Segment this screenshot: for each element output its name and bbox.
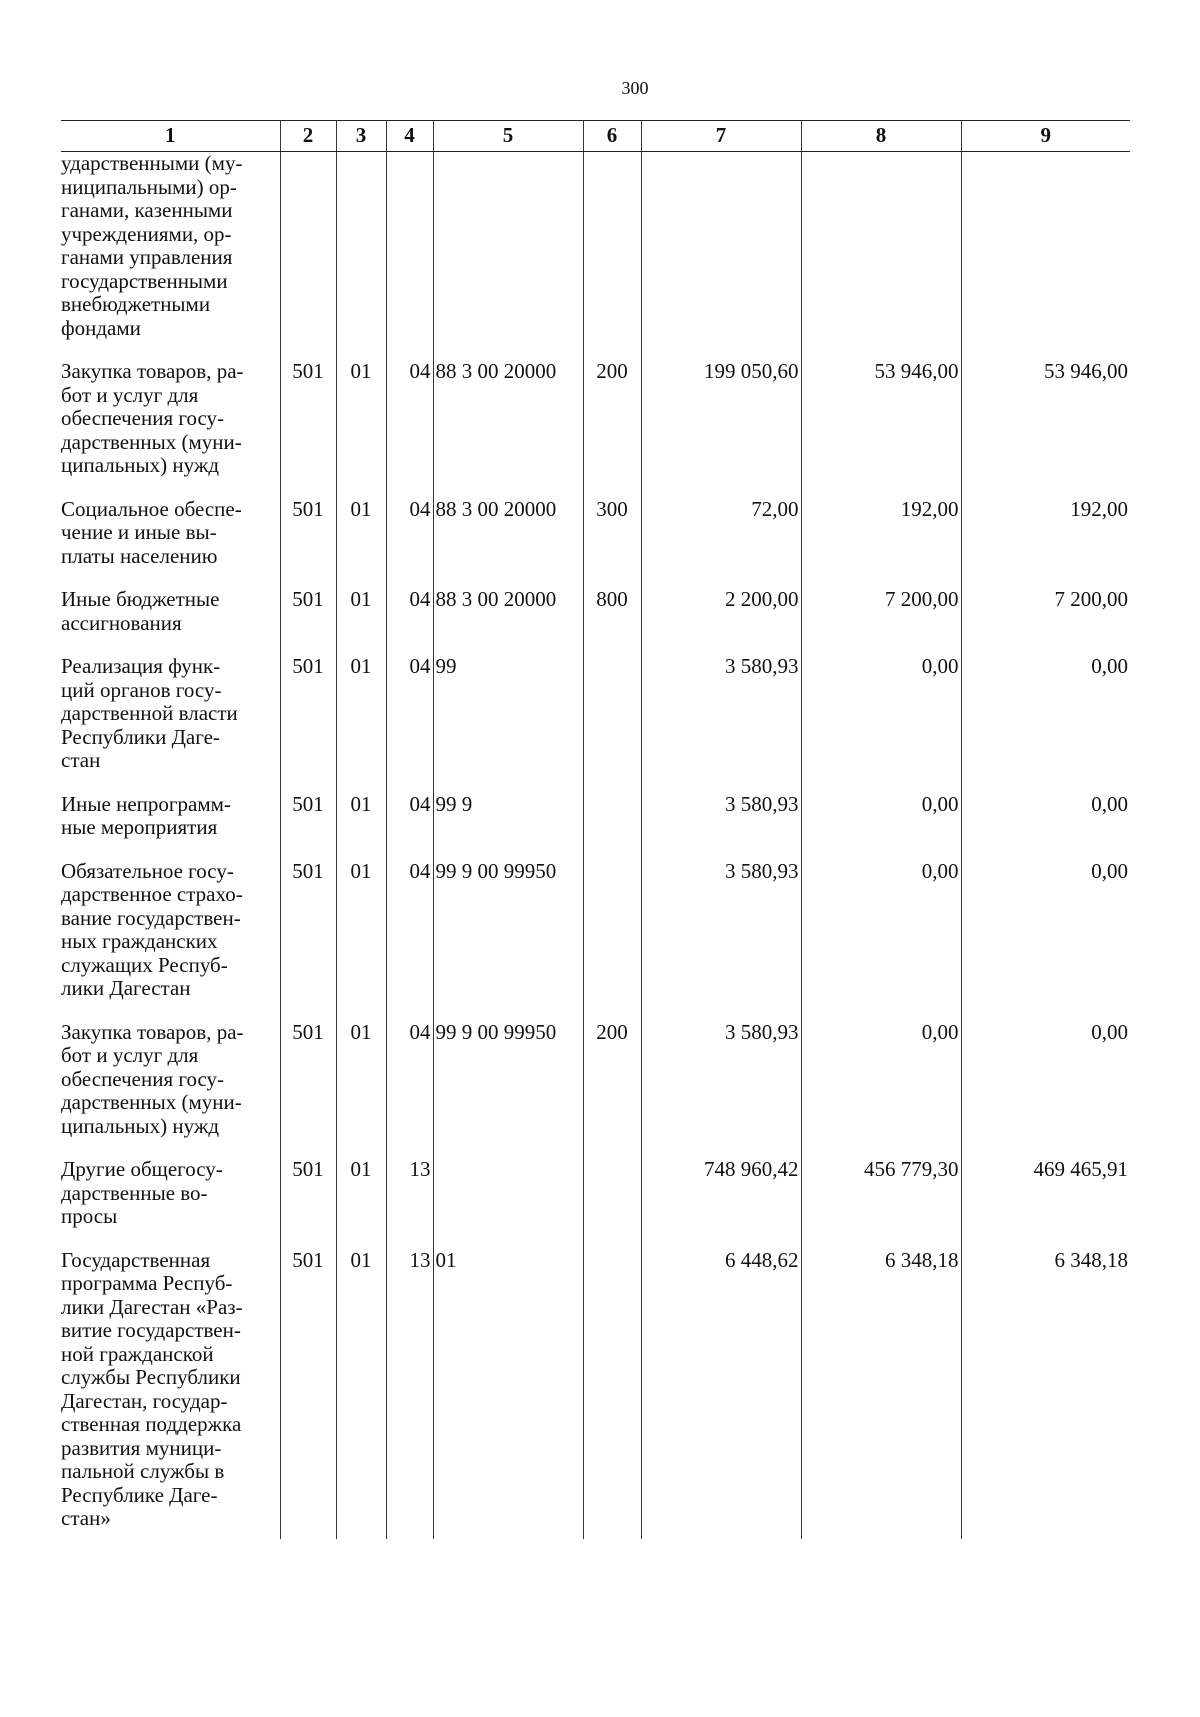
row-subsection — [386, 152, 433, 361]
row-expense-type — [583, 655, 641, 793]
row-amount-col9: 53 946,00 — [961, 360, 1130, 498]
row-code: 501 — [280, 793, 336, 860]
page-number: 300 — [621, 78, 649, 98]
row-expense-type: 200 — [583, 360, 641, 498]
row-expense-type: 300 — [583, 498, 641, 589]
column-header: 5 — [433, 121, 583, 152]
row-amount-col8: 0,00 — [801, 793, 961, 860]
row-amount-col7: 3 580,93 — [641, 860, 801, 1021]
row-target-article — [433, 1158, 583, 1249]
row-name: Обязательное госу- дарственное страхо- вание государствен- ных гражданских служащих Респуб- лики Дагестан — [61, 860, 280, 1021]
row-expense-type: 200 — [583, 1021, 641, 1159]
row-subsection: 04 — [386, 360, 433, 498]
row-subsection: 04 — [386, 1021, 433, 1159]
row-section: 01 — [336, 588, 386, 655]
row-code: 501 — [280, 360, 336, 498]
row-amount-col9: 6 348,18 — [961, 1249, 1130, 1539]
row-target-article: 99 9 00 99950 — [433, 1021, 583, 1159]
table-row — [61, 1158, 1130, 1249]
row-subsection: 04 — [386, 655, 433, 793]
table-row — [61, 1249, 1130, 1539]
row-amount-col9: 0,00 — [961, 655, 1130, 793]
row-amount-col9: 0,00 — [961, 860, 1130, 1021]
row-amount-col8: 0,00 — [801, 1021, 961, 1159]
row-target-article: 99 9 00 99950 — [433, 860, 583, 1021]
row-amount-col8: 0,00 — [801, 860, 961, 1021]
row-amount-col8: 0,00 — [801, 655, 961, 793]
row-code — [280, 152, 336, 361]
row-name: Реализация функ- ций органов госу- дарственной власти Республики Даге- стан — [61, 655, 280, 793]
row-expense-type — [583, 1158, 641, 1249]
row-expense-type — [583, 860, 641, 1021]
table-body — [61, 152, 1130, 1539]
row-section: 01 — [336, 360, 386, 498]
row-amount-col8: 53 946,00 — [801, 360, 961, 498]
row-amount-col7: 3 580,93 — [641, 793, 801, 860]
row-section: 01 — [336, 1158, 386, 1249]
row-amount-col7: 72,00 — [641, 498, 801, 589]
row-code: 501 — [280, 1249, 336, 1539]
row-subsection: 04 — [386, 860, 433, 1021]
column-header: 6 — [583, 121, 641, 152]
row-subsection: 04 — [386, 588, 433, 655]
row-expense-type — [583, 1249, 641, 1539]
row-amount-col9: 469 465,91 — [961, 1158, 1130, 1249]
row-amount-col9: 0,00 — [961, 793, 1130, 860]
row-code: 501 — [280, 1021, 336, 1159]
budget-table — [61, 120, 1130, 1539]
column-header: 2 — [280, 121, 336, 152]
row-code: 501 — [280, 655, 336, 793]
row-amount-col8: 7 200,00 — [801, 588, 961, 655]
row-section: 01 — [336, 793, 386, 860]
row-name: Государственная программа Респуб- лики Дагестан «Раз- витие государствен- ной гражданской службы Республики Дагестан, государ- ственная поддержка развития муници- пальной службы в Республике Даге- стан» — [61, 1249, 280, 1539]
row-amount-col7: 3 580,93 — [641, 1021, 801, 1159]
row-code: 501 — [280, 860, 336, 1021]
table-row — [61, 152, 1130, 361]
row-amount-col8: 456 779,30 — [801, 1158, 961, 1249]
row-amount-col7 — [641, 152, 801, 361]
row-name: Иные бюджетные ассигнования — [61, 588, 280, 655]
row-section: 01 — [336, 498, 386, 589]
row-amount-col8 — [801, 152, 961, 361]
column-header: 9 — [961, 121, 1130, 152]
row-section: 01 — [336, 1249, 386, 1539]
row-amount-col7: 199 050,60 — [641, 360, 801, 498]
row-name: Иные непрограмм- ные мероприятия — [61, 793, 280, 860]
row-expense-type — [583, 152, 641, 361]
row-amount-col9: 7 200,00 — [961, 588, 1130, 655]
row-name: Социальное обеспе- чение и иные вы- платы населению — [61, 498, 280, 589]
row-amount-col7: 3 580,93 — [641, 655, 801, 793]
table-row — [61, 498, 1130, 589]
column-header: 7 — [641, 121, 801, 152]
row-amount-col8: 6 348,18 — [801, 1249, 961, 1539]
row-target-article: 99 9 — [433, 793, 583, 860]
row-expense-type: 800 — [583, 588, 641, 655]
row-code: 501 — [280, 498, 336, 589]
column-header: 4 — [386, 121, 433, 152]
row-amount-col9: 0,00 — [961, 1021, 1130, 1159]
table-row — [61, 655, 1130, 793]
row-target-article: 99 — [433, 655, 583, 793]
row-name: Закупка товаров, ра- бот и услуг для обеспечения госу- дарственных (муни- ципальных) нужд — [61, 360, 280, 498]
row-target-article: 88 3 00 20000 — [433, 360, 583, 498]
row-subsection: 13 — [386, 1249, 433, 1539]
table-row — [61, 1021, 1130, 1159]
table-row — [61, 588, 1130, 655]
row-amount-col9: 192,00 — [961, 498, 1130, 589]
table-row — [61, 360, 1130, 498]
row-name: ударственными (му- ниципальными) ор- ганами, казенными учреждениями, ор- ганами управления государственными внебюджетными фондами — [61, 152, 280, 361]
row-section: 01 — [336, 655, 386, 793]
row-name: Другие общегосу- дарственные во- просы — [61, 1158, 280, 1249]
row-expense-type — [583, 793, 641, 860]
row-amount-col7: 6 448,62 — [641, 1249, 801, 1539]
row-section: 01 — [336, 860, 386, 1021]
row-subsection: 04 — [386, 793, 433, 860]
row-subsection: 13 — [386, 1158, 433, 1249]
row-amount-col9 — [961, 152, 1130, 361]
row-target-article: 88 3 00 20000 — [433, 498, 583, 589]
row-amount-col8: 192,00 — [801, 498, 961, 589]
column-header: 1 — [61, 121, 280, 152]
column-header: 8 — [801, 121, 961, 152]
row-section — [336, 152, 386, 361]
table-row — [61, 793, 1130, 860]
row-target-article: 88 3 00 20000 — [433, 588, 583, 655]
row-target-article: 01 — [433, 1249, 583, 1539]
row-name: Закупка товаров, ра- бот и услуг для обеспечения госу- дарственных (муни- ципальных) нужд — [61, 1021, 280, 1159]
row-code: 501 — [280, 1158, 336, 1249]
row-amount-col7: 2 200,00 — [641, 588, 801, 655]
row-code: 501 — [280, 588, 336, 655]
row-target-article — [433, 152, 583, 361]
table-header-row — [61, 121, 1130, 152]
row-amount-col7: 748 960,42 — [641, 1158, 801, 1249]
row-subsection: 04 — [386, 498, 433, 589]
column-header: 3 — [336, 121, 386, 152]
row-section: 01 — [336, 1021, 386, 1159]
table-row — [61, 860, 1130, 1021]
